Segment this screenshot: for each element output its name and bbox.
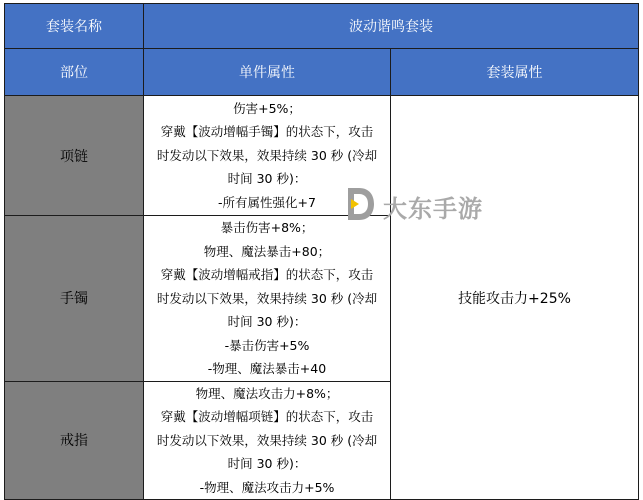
- attr-line: 穿戴【波动增幅戒指】的状态下，攻击: [160, 267, 374, 282]
- set-attributes-table: [4, 3, 639, 500]
- attr-line: 时发动以下效果，效果持续 30 秒 (冷却: [156, 147, 378, 163]
- attr-line: -物理、魔法攻击力+5%: [199, 479, 335, 495]
- set-attr-header: 套装属性: [391, 49, 639, 96]
- attr-line: 时发动以下效果，效果持续 30 秒 (冷却: [156, 290, 378, 306]
- attr-line: -所有属性强化+7: [218, 194, 316, 210]
- attr-line: -物理、魔法暴击+40: [207, 361, 327, 376]
- attr-line: 物理、魔法暴击+80；: [203, 243, 331, 259]
- part-bracelet: 手镯: [5, 216, 144, 382]
- attr-line: 暴击伤害+8%；: [220, 220, 314, 235]
- attr-line: 时间 30 秒)：: [227, 456, 307, 471]
- attr-line: 物理、魔法攻击力+8%；: [195, 385, 339, 401]
- set-name-row: [5, 4, 639, 49]
- single-attr-header: 单件属性: [144, 49, 391, 96]
- necklace-attributes: [144, 96, 391, 216]
- attr-line: 时间 30 秒)：: [227, 314, 307, 329]
- bracelet-attributes: [144, 216, 391, 382]
- attr-line: 穿戴【波动增幅手镯】的状态下，攻击: [160, 124, 374, 140]
- attr-line: 时间 30 秒)：: [227, 171, 307, 187]
- attr-line: 伤害+5%；: [233, 100, 301, 116]
- set-name-label: 套装名称: [5, 4, 144, 49]
- watermark-text: 大东手游: [383, 194, 483, 223]
- attr-line: 穿戴【波动增幅项链】的状态下，攻击: [160, 409, 374, 424]
- part-necklace: 项链: [5, 96, 144, 216]
- attr-line: 时发动以下效果，效果持续 30 秒 (冷却: [156, 432, 378, 448]
- part-header: 部位: [5, 49, 144, 96]
- table-row: [5, 96, 639, 216]
- set-bonus-cell: 技能攻击力+25%: [391, 96, 639, 500]
- set-name-value: 波动谐鸣套装: [144, 4, 639, 49]
- attr-line: -暴击伤害+5%: [224, 337, 310, 353]
- ring-attributes: [144, 381, 391, 500]
- column-header-row: [5, 49, 639, 96]
- part-ring: 戒指: [5, 381, 144, 500]
